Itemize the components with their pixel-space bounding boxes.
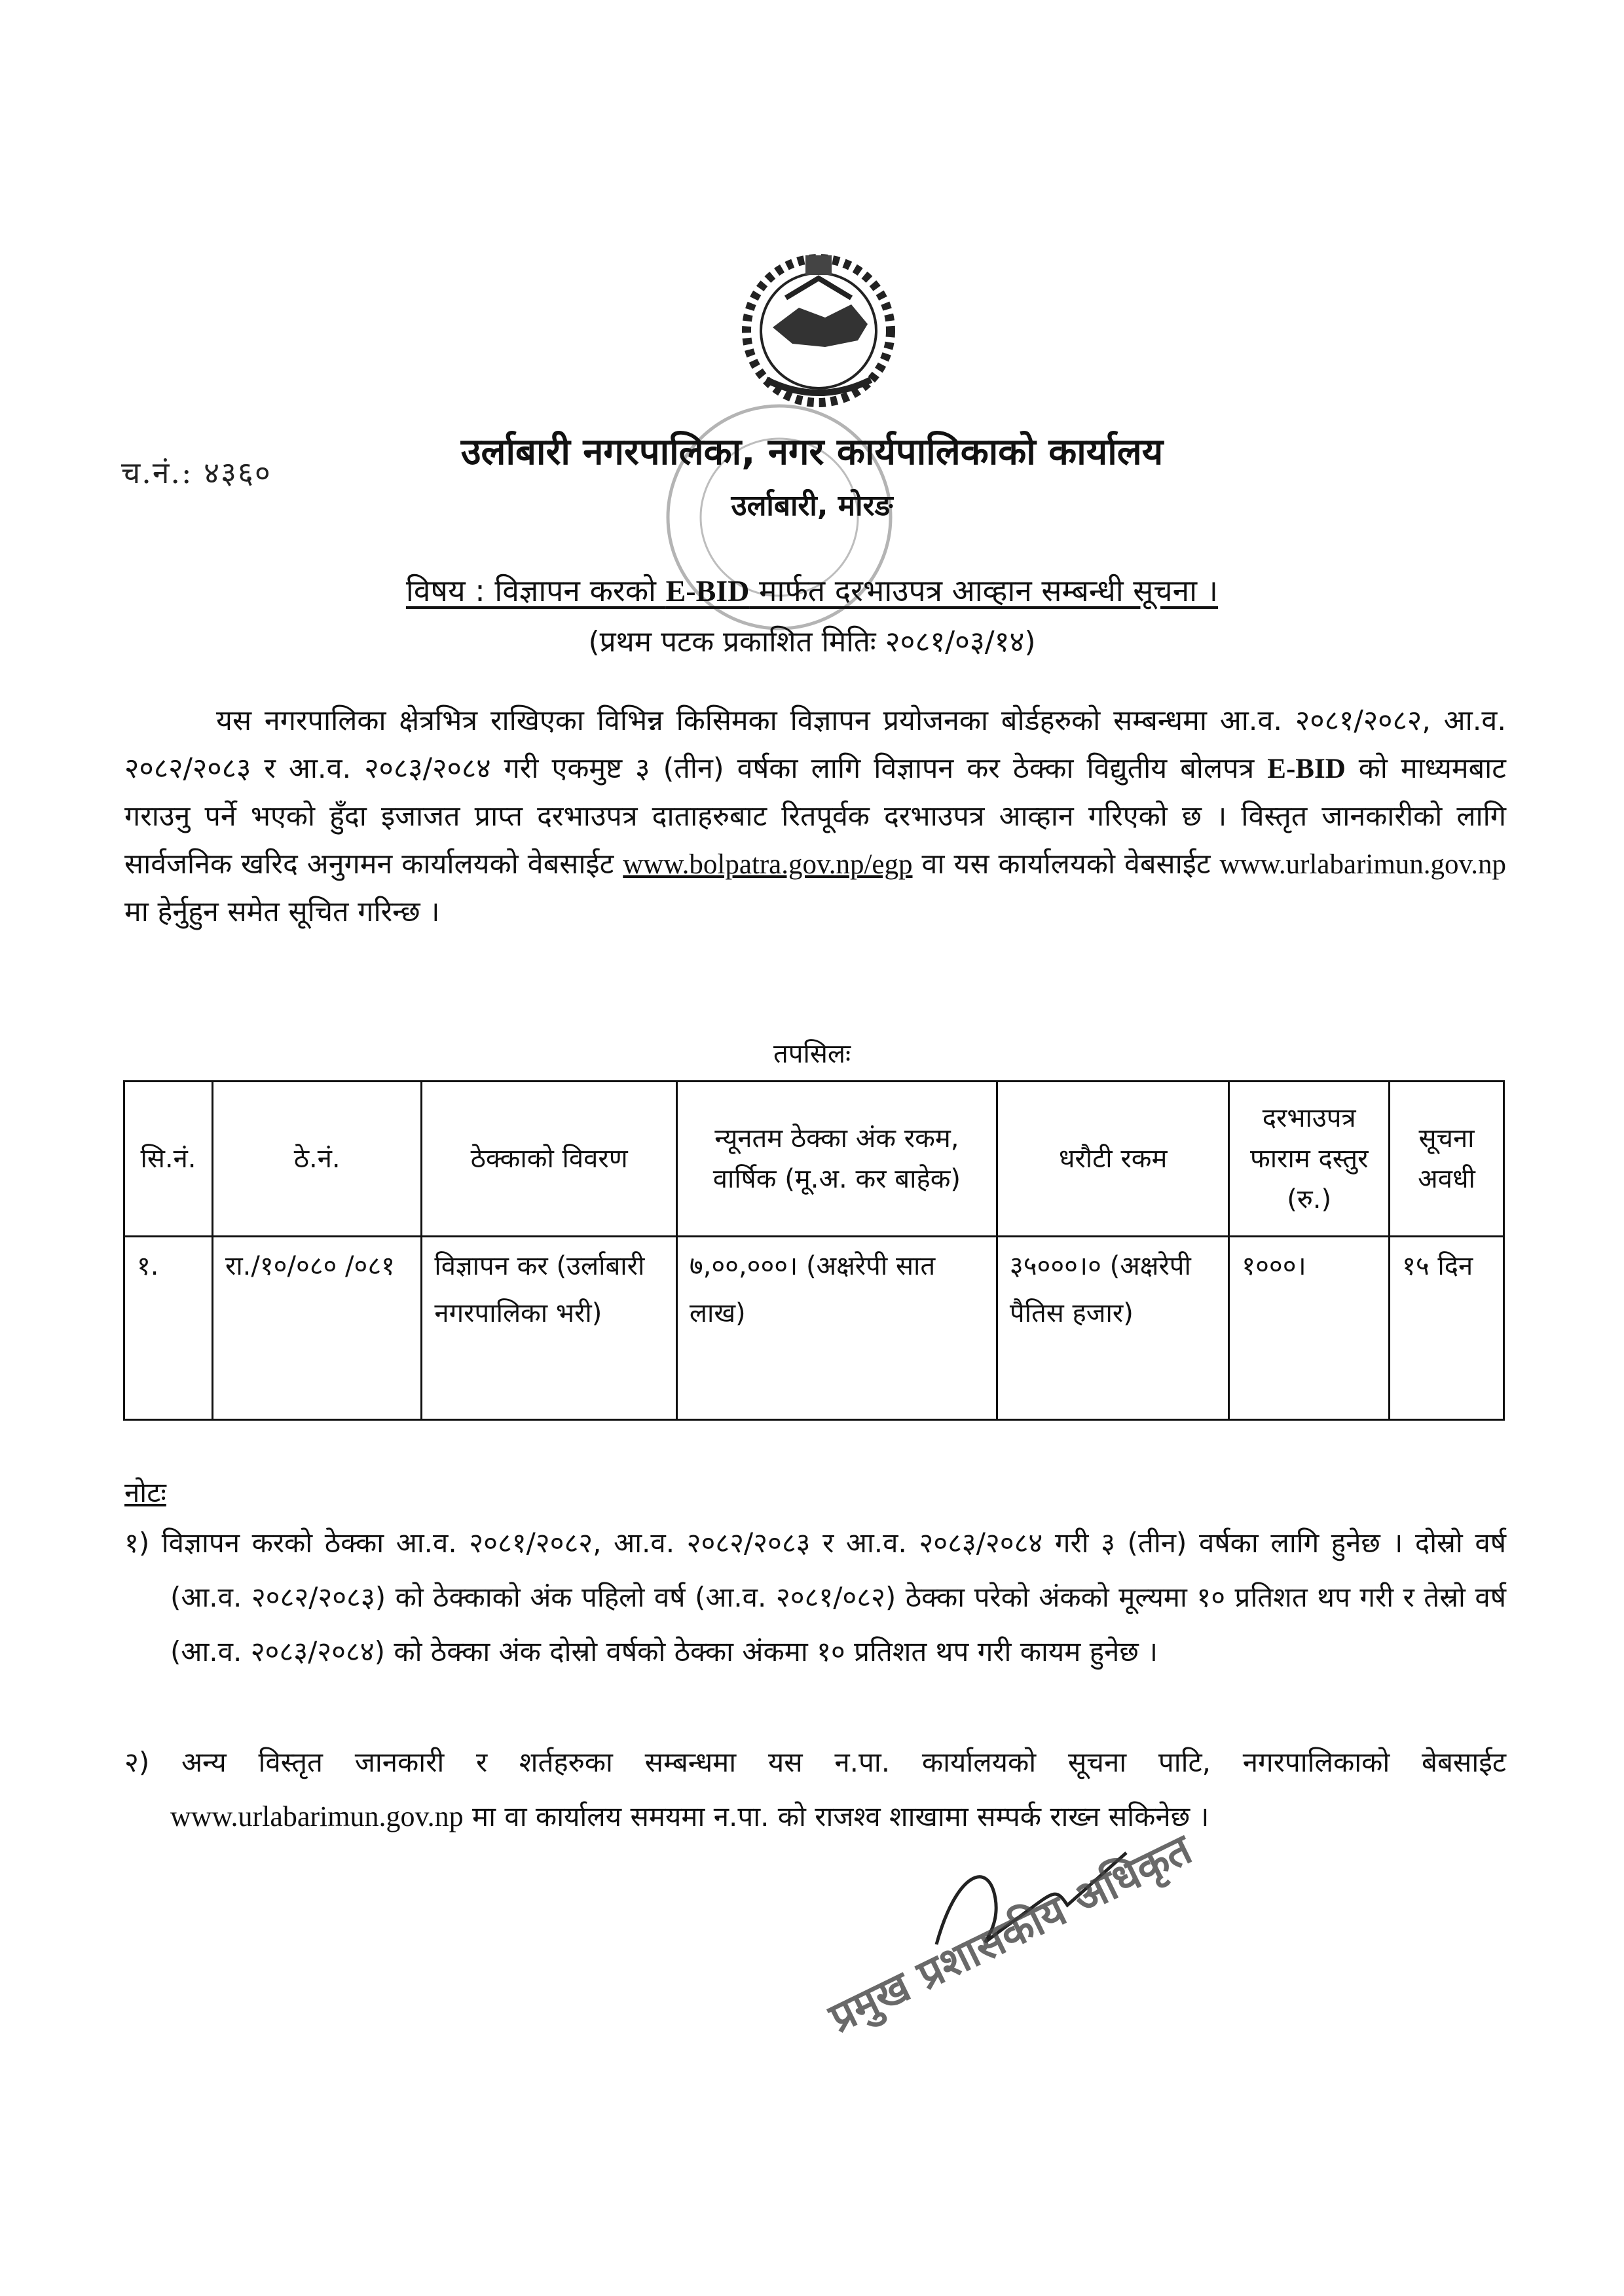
notice-body [124,697,1506,936]
body-text-4: मा हेर्नुहुन समेत सूचित गरिन्छ । [124,896,440,928]
header-deposit: धरौटी रकम [997,1082,1228,1237]
note-1: १) विज्ञापन करको ठेक्का आ.व. २०८१/२०८२, आ.व. २०८२/२०८३ र आ.व. २०८३/२०८४ गरी ३ (तीन) वर्षका लागि हुनेछ । दोस्रो वर्ष (आ.व. २०८२/२०८३) को ठेक्काको अंक पहिलो वर्ष (आ.व. २०८१/०८२) ठेक्का परेको अंकको मूल्यमा १० प्रतिशत थप गरी र तेस्रो वर्ष (आ.व. २०८३/२०८४) को ठेक्का अंक दोस्रो वर्षको ठेक्का अंकमा १० प्रतिशत थप गरी कायम हुनेछ । [124,1527,1506,1667]
body-text-2: को माध्यमबाट गराउनु पर्ने भएको हुँदा इजाजत प्राप्त दरभाउपत्र दाताहरुबाट रितपूर्वक दरभाउपत्र आव्हान गरिएको छ । विस्तृत जानकारीको लागि सार्वजनिक खरिद अनुगमन कार्यालयको वेबसाईट [124,752,1506,881]
subject-suffix: मार्फत दरभाउपत्र आव्हान सम्बन्धी सूचना । [749,573,1219,608]
note-2 [124,1735,1506,1844]
body-text-1: यस नगरपालिका क्षेत्रभित्र राखिएका विभिन्न किसिमका विज्ञापन प्रयोजनका बोर्डहरुको सम्बन्धमा आ.व. २०८१/२०८२, आ.व. २०८२/२०८३ र आ.व. २०८३/२०८४ गरी एकमुष्ट ३ (तीन) वर्षका लागि विज्ञापन कर ठेक्का विद्युतीय बोलपत्र [124,704,1506,785]
dispatch-number: च.नं.: ४३६० [121,455,272,490]
header-min-amount: न्यूनतम ठेक्का अंक रकम, वार्षिक (मू.अ. कर बाहेक) [676,1082,997,1237]
published-date: (प्रथम पटक प्रकाशित मितिः २०८१/०३/१४) [588,625,1036,659]
notes-heading: नोटः [124,1476,166,1508]
cell-min-amount: ७,००,०००। (अक्षरेपी सात लाख) [676,1237,997,1420]
office-title: उर्लाबारी नगरपालिका, नगर कार्यपालिकाको कार्यालय [460,431,1164,473]
cell-contract-no: रा./१०/०८० /०८१ [212,1237,421,1420]
body-ebid: E-BID [1267,754,1346,784]
header-contract-no: ठे.नं. [212,1082,421,1237]
note-2-text-b: मा वा कार्यालय समयमा न.पा. को राजश्व शाखामा सम्पर्क राख्न सकिनेछ । [463,1800,1209,1832]
subject-ebid: E-BID [665,574,750,608]
cell-description: विज्ञापन कर (उर्लाबारी नगरपालिका भरी) [422,1237,676,1420]
table-row [124,1237,1504,1420]
header-description: ठेक्काको विवरण [422,1082,676,1237]
schedule-table [123,1080,1505,1421]
officer-stamp: प्रमुख प्रशासकीय अधिकृत [822,1825,1200,2043]
cell-deposit: ३५०००।० (अक्षरेपी पैतिस हजार) [997,1237,1228,1420]
cell-sn: १. [124,1237,213,1420]
subject-line [0,570,1624,610]
cell-notice-period: १५ दिन [1390,1237,1504,1420]
table-header-row [124,1082,1504,1237]
bolpatra-link[interactable]: www.bolpatra.gov.np/egp [623,849,913,880]
header-sn: सि.नं. [124,1082,213,1237]
municipality-website[interactable]: www.urlabarimun.gov.np [1219,849,1506,880]
office-location: उर्लाबारी, मोरङ [731,489,893,522]
schedule-label: तपसिलः [773,1039,851,1069]
note-2-website[interactable]: www.urlabarimun.gov.np [170,1800,464,1832]
note-2-text-a: २) अन्य विस्तृत जानकारी र शर्तहरुका सम्बन्धमा यस न.पा. कार्यालयको सूचना पाटि, नगरपालिकाको बेबसाईट [124,1746,1506,1778]
header-form-fee: दरभाउपत्र फाराम दस्तुर (रु.) [1229,1082,1390,1237]
header-notice-period: सूचना अवधी [1390,1082,1504,1237]
cell-form-fee: १०००। [1229,1237,1390,1420]
subject-prefix: विषय : विज्ञापन करको [405,573,666,608]
body-text-3: वा यस कार्यालयको वेबसाईट [912,848,1220,881]
